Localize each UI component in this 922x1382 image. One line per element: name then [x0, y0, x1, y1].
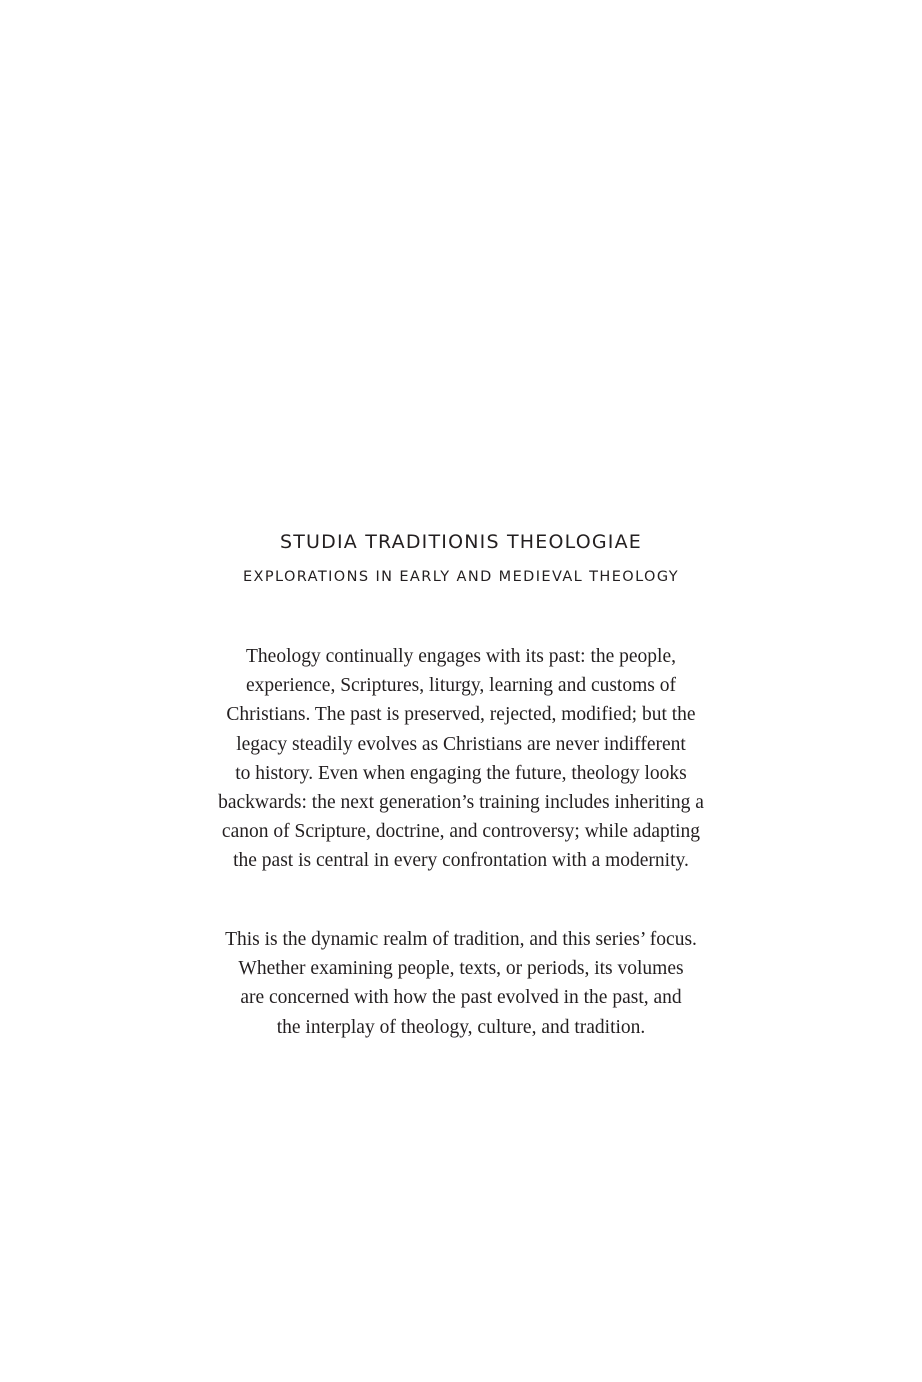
paragraph-line: canon of Scripture, doctrine, and controversy; while adapting: [221, 821, 701, 843]
paragraph-line: the interplay of theology, culture, and tradition.: [276, 1016, 646, 1038]
paragraph-line: experience, Scriptures, liturgy, learning and customs of: [246, 675, 676, 697]
series-title: STUDIA TRADITIONIS THEOLOGIAE: [279, 531, 643, 553]
paragraph-line: to history. Even when engaging the future, theology looks: [235, 762, 687, 784]
series-description-paragraph: [0, 642, 922, 876]
series-subtitle: EXPLORATIONS IN EARLY AND MEDIEVAL THEOLOGY: [242, 569, 680, 585]
series-focus-paragraph: [0, 925, 922, 1042]
paragraph-line: Christians. The past is preserved, rejected, modified; but the: [226, 704, 696, 726]
paragraph-line: the past is central in every confrontation with a modernity.: [233, 850, 689, 872]
paragraph-line: Whether examining people, texts, or periods, its volumes: [238, 958, 684, 980]
paragraph-line: This is the dynamic realm of tradition, and this series’ focus.: [225, 929, 697, 950]
paragraph-line: Theology continually engages with its past: the people,: [246, 646, 676, 667]
paragraph-line: legacy steadily evolves as Christians are never indifferent: [236, 733, 686, 755]
paragraph-line: are concerned with how the past evolved in the past, and: [240, 987, 682, 1009]
paragraph-line: backwards: the next generation’s training includes inheriting a: [218, 792, 704, 814]
